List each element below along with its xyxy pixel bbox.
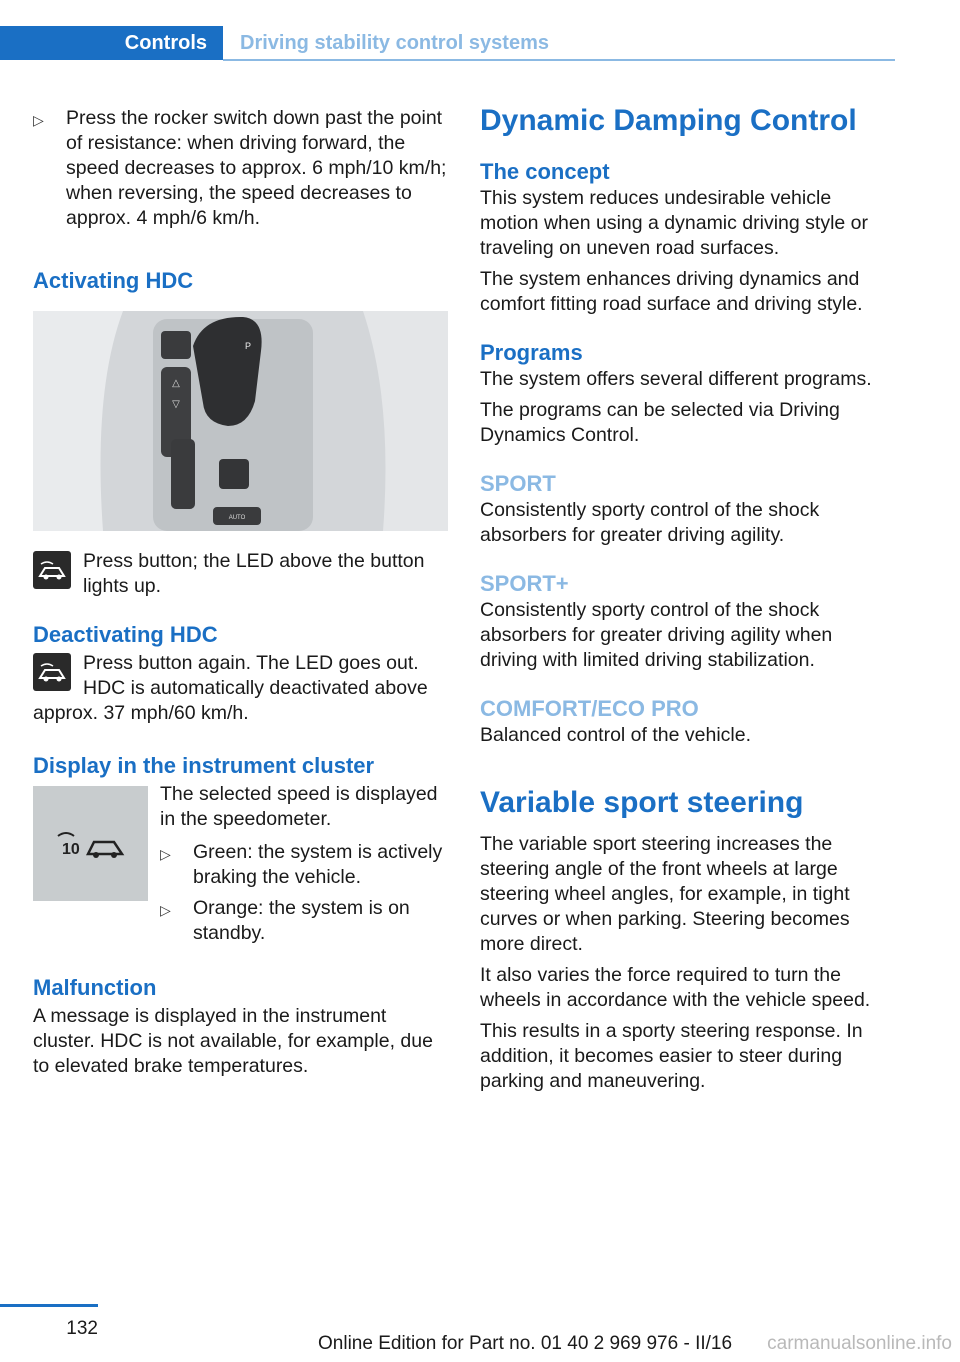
heading-malfunction: Malfunction — [33, 975, 157, 1000]
vss-text-1: The variable sport steering increases the steering angle of the front wheels at large steering wheel angles, for example, in tight curves or when parking. Steering becomes more direct. — [480, 833, 850, 955]
activating-text: Press button; the LED above the button lights up. — [83, 550, 425, 597]
triangle-right-icon: ▷ — [160, 846, 171, 862]
sport-text: Consistently sporty control of the shock absorbers for greater driving agility. — [480, 499, 820, 546]
chapter-title: Driving stability control systems — [240, 32, 549, 54]
footer-rule — [0, 1304, 98, 1307]
page-header — [0, 26, 895, 60]
heading-vss: Variable sport steering — [480, 786, 804, 819]
section-tab: Controls — [0, 26, 223, 60]
hdc-car-icon — [56, 824, 126, 864]
heading-deactivating-hdc: Deactivating HDC — [33, 622, 218, 647]
bullet-green: ▷ Green: the system is actively braking the vehicle. — [160, 841, 443, 888]
svg-text:10: 10 — [61, 840, 80, 858]
triangle-right-icon: ▷ — [160, 902, 171, 918]
right-column — [480, 100, 895, 1094]
svg-text:▽: ▽ — [172, 399, 180, 410]
heading-comfort: COMFORT/ECO PRO — [480, 696, 699, 721]
display-text: The selected speed is displayed in the speedometer. — [160, 783, 438, 830]
vss-text-2: It also varies the force required to turn the wheels in accordance with the vehicle speed. — [480, 964, 871, 1011]
heading-sport: SPORT — [480, 471, 556, 496]
left-column — [33, 100, 448, 1079]
selector-lever-photo — [33, 311, 448, 531]
concept-text-1: This system reduces undesirable vehicle motion when using a dynamic driving style or traveling on uneven road surfaces. — [480, 187, 869, 259]
heading-display: Display in the instrument cluster — [33, 753, 375, 778]
edition-text: Online Edition for Part no. 01 40 2 969 976 - II/16 — [318, 1333, 733, 1354]
programs-text-2: The programs can be selected via Driving Dynamics Control. — [480, 399, 840, 446]
bullet-rocker: ▷ Press the rocker switch down past the point of resistance: when driving forward, the speed decreases to approx. 6 mph/10 km/h; when reversing, the speed decreases to approx. 4 mph/6 km/h. — [33, 107, 447, 229]
malfunction-text: A message is displayed in the instrument cluster. HDC is not available, for example, due to elevated brake temperatures. — [33, 1005, 433, 1077]
instrument-cluster-image — [33, 786, 148, 901]
activating-instruction — [33, 549, 448, 601]
programs-text-1: The system offers several different programs. — [480, 368, 872, 390]
vss-text-3: This results in a sporty steering response. In addition, it becomes easier to steer during parking and maneuvering. — [480, 1020, 863, 1092]
concept-text-2: The system enhances driving dynamics and comfort fitting road surface and driving style. — [480, 268, 863, 315]
svg-text:△: △ — [172, 378, 180, 389]
auto-label: AUTO — [228, 515, 246, 521]
sportplus-text: Consistently sporty control of the shock absorbers for greater driving agility when driving with limited driving stabilization. — [480, 599, 833, 671]
selector-lever-illustration — [33, 311, 448, 531]
watermark: carmanualsonline.info — [767, 1333, 952, 1354]
heading-sportplus: SPORT+ — [480, 571, 569, 596]
park-label: P — [245, 341, 252, 351]
hdc-button-icon — [33, 551, 71, 589]
heading-programs: Programs — [480, 340, 583, 365]
heading-ddc: Dynamic Damping Control — [480, 104, 857, 137]
comfort-text: Balanced control of the vehicle. — [480, 724, 752, 746]
triangle-right-icon: ▷ — [33, 112, 44, 128]
bullet-orange: ▷ Orange: the system is on standby. — [160, 897, 410, 944]
page-number: 132 — [66, 1318, 98, 1339]
hdc-button-icon — [33, 653, 71, 691]
deactivating-instruction: Press button again. The LED goes out. HDC is automatically deactivated above approx. 37 mph/60 km/h. — [33, 652, 428, 724]
header-rule — [223, 59, 895, 61]
display-section — [33, 782, 448, 946]
heading-activating-hdc: Activating HDC — [33, 268, 194, 293]
heading-concept: The concept — [480, 159, 610, 184]
